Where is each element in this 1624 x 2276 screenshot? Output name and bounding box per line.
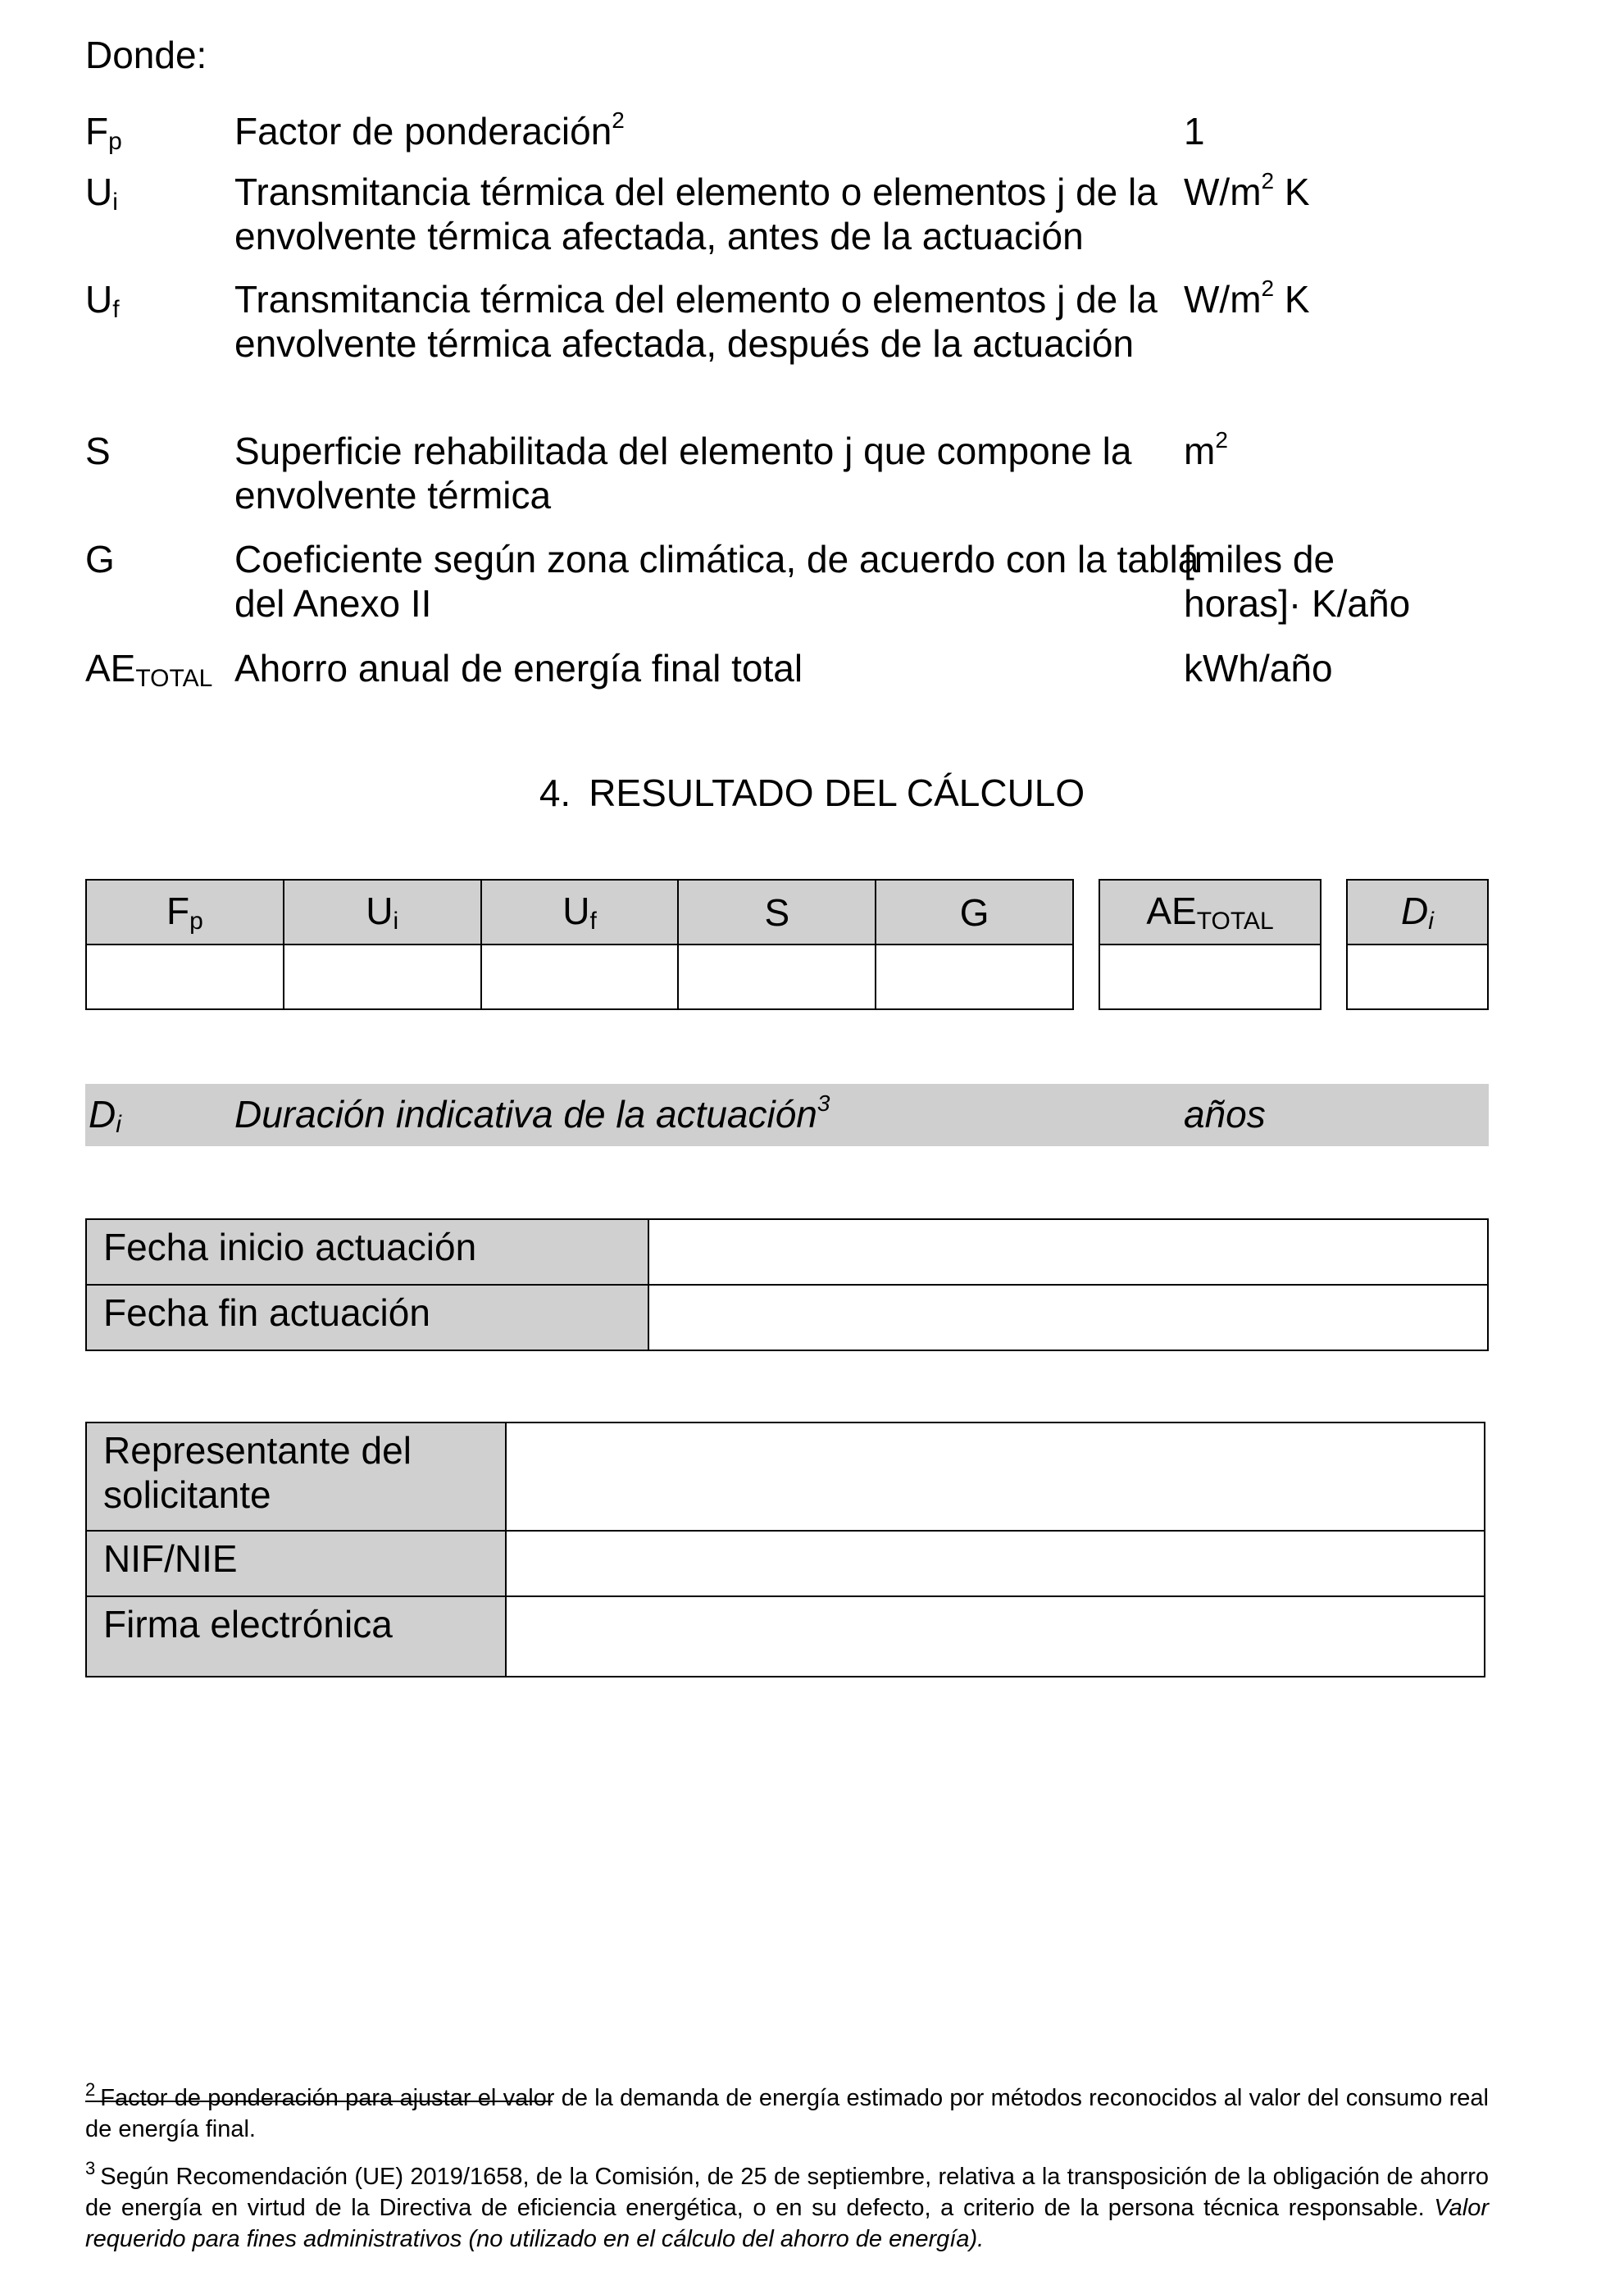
footnote-italic-text: Valor requerido para fines administrativos (no utilizado en el cálculo del ahorro de energía). xyxy=(85,2195,1489,2252)
nif-label: NIF/NIE xyxy=(86,1531,506,1596)
symbol-subscript: i xyxy=(116,1111,121,1138)
unit-superscript: 2 xyxy=(1261,168,1275,193)
start-date-label: Fecha inicio actuación xyxy=(86,1219,648,1285)
value-s-cell[interactable] xyxy=(678,945,876,1009)
header-s: S xyxy=(678,880,876,945)
value-uf-cell[interactable] xyxy=(481,945,679,1009)
symbol-subscript: TOTAL xyxy=(135,665,213,692)
header-g: G xyxy=(876,880,1073,945)
nif-field[interactable] xyxy=(506,1531,1485,1596)
value-di-cell[interactable] xyxy=(1347,945,1488,1009)
symbol: S xyxy=(85,430,111,472)
value-g-cell[interactable] xyxy=(876,945,1073,1009)
intro-text: Donde: xyxy=(85,34,207,76)
value-fp-cell[interactable] xyxy=(86,945,284,1009)
representative-field[interactable] xyxy=(506,1422,1485,1531)
representative-label: Representante del solicitante xyxy=(86,1422,506,1531)
header-ui: $U_i$ xyxy=(284,880,481,945)
di-table xyxy=(1346,879,1489,1010)
definition-unit: W/m xyxy=(1184,171,1262,213)
definition-unit: años xyxy=(1184,1093,1266,1136)
footnote-number: 3 xyxy=(85,2158,96,2178)
footnote-ref: 2 xyxy=(612,107,625,133)
symbol: D xyxy=(89,1093,116,1136)
symbol-subscript: p xyxy=(108,128,122,155)
definition-text: Factor de ponderación xyxy=(234,110,612,152)
unit-superscript: 2 xyxy=(1215,427,1228,453)
dates-table xyxy=(85,1218,1489,1351)
unit-superscript: 2 xyxy=(1261,275,1275,301)
section-heading xyxy=(0,771,1624,815)
definition-text: Transmitancia térmica del elemento o elementos j de la envolvente térmica afectada, antes de la actuación xyxy=(234,171,1158,257)
symbol-subscript: f xyxy=(112,296,120,323)
symbol: AE xyxy=(85,647,136,690)
definition-text: Transmitancia térmica del elemento o elementos j de la envolvente térmica afectada, después de la actuación xyxy=(234,278,1158,365)
symbol: F xyxy=(85,110,109,152)
footnote-ref: 3 xyxy=(817,1090,830,1116)
footnote-3 xyxy=(85,2158,1489,2255)
signature-label: Firma electrónica xyxy=(86,1596,506,1677)
signature-table xyxy=(85,1422,1485,1677)
definition-text: Ahorro anual de energía final total xyxy=(234,647,803,690)
footnote-text: Factor de ponderación para ajustar el valor de la demanda de energía estimado por métodos reconocidos al valor del consumo real de energía final. xyxy=(85,2085,1489,2142)
duration-definition xyxy=(85,1084,1489,1146)
symbol: G xyxy=(85,538,115,580)
unit-tail: K xyxy=(1274,278,1310,321)
value-aetotal-cell[interactable] xyxy=(1099,945,1321,1009)
signature-field[interactable] xyxy=(506,1596,1485,1677)
symbol-subscript: i xyxy=(112,189,118,216)
start-date-field[interactable] xyxy=(648,1219,1488,1285)
footnote-text: Según Recomendación (UE) 2019/1658, de la Comisión, de 25 de septiembre, relativa a la transposición de la obligación de ahorro de energía en virtud de la Directiva de eficiencia energética, o en su defecto, a criterio de la persona técnica responsable. xyxy=(85,2164,1489,2221)
definition-text: Superficie rehabilitada del elemento j que compone la envolvente térmica xyxy=(234,430,1132,517)
definition-unit: 1 xyxy=(1184,110,1205,152)
symbol: U xyxy=(85,278,113,321)
definition-unit: W/m xyxy=(1184,278,1262,321)
symbol: U xyxy=(85,171,113,213)
section-number: 4. xyxy=(539,772,571,814)
header-di: $D_i$ xyxy=(1347,880,1488,945)
value-ui-cell[interactable] xyxy=(284,945,481,1009)
aetotal-table xyxy=(1099,879,1321,1010)
end-date-field[interactable] xyxy=(648,1285,1488,1350)
header-fp: $F_p$ xyxy=(86,880,284,945)
section-title: RESULTADO DEL CÁLCULO xyxy=(589,772,1085,814)
definition-unit: m xyxy=(1184,430,1216,472)
definition-text: Duración indicativa de la actuación xyxy=(234,1093,817,1136)
unit-tail: K xyxy=(1274,171,1310,213)
result-table xyxy=(85,879,1074,1010)
definition-unit: kWh/año xyxy=(1184,647,1333,690)
footnote-2 xyxy=(85,2079,1489,2145)
header-aetotal: $AE_{TOTAL}$ xyxy=(1099,880,1321,945)
definition-text: Coeficiente según zona climática, de acuerdo con la tabla del Anexo II xyxy=(234,538,1199,625)
definition-unit: [miles de horas]· K/año xyxy=(1184,538,1411,625)
end-date-label: Fecha fin actuación xyxy=(86,1285,648,1350)
header-uf: $U_f$ xyxy=(481,880,679,945)
footnote-number: 2 xyxy=(85,2079,96,2100)
